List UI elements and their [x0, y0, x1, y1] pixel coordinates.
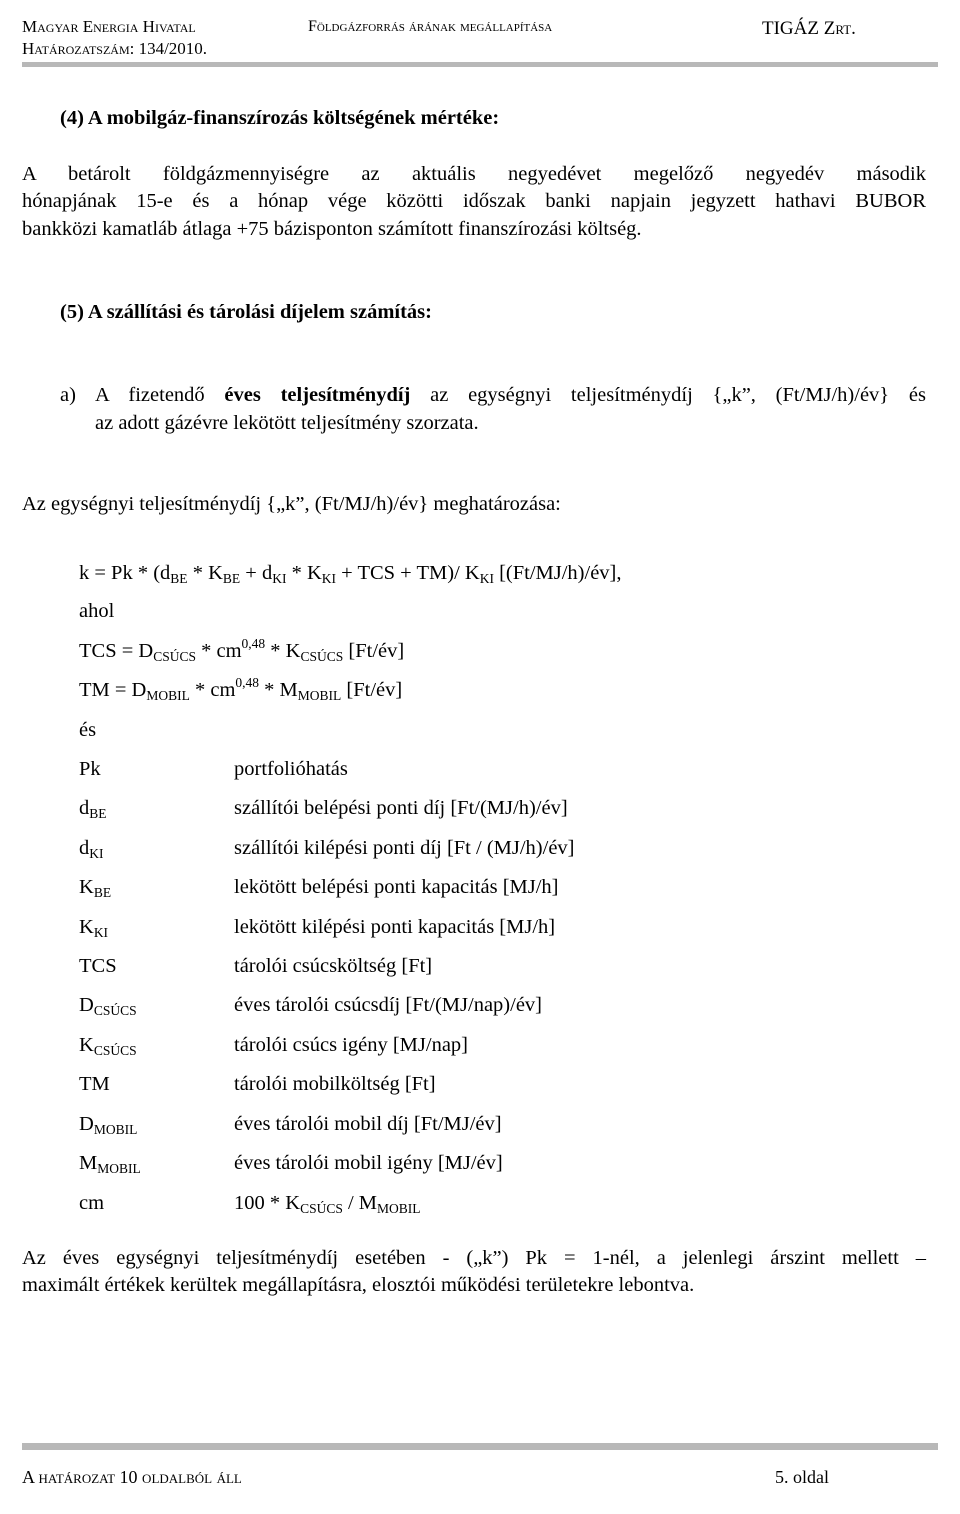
variable-row [79, 1032, 939, 1058]
item-a-text-pre: A fizetendő [95, 384, 225, 406]
variable-symbol: TM [79, 1073, 110, 1095]
variable-row [79, 756, 939, 782]
header-subject: Földgázforrás árának megállapítása [308, 18, 553, 35]
formula-k-part: + TCS + TM)/ K [336, 562, 480, 584]
variable-symbol: TCS [79, 955, 117, 977]
footer-page-count: A határozat 10 oldalból áll [22, 1467, 242, 1487]
variable-row [79, 1150, 939, 1176]
variable-symbol: $d_{KI}$ [79, 837, 104, 861]
definition-intro: Az egységnyi teljesítménydíj {„k”, (Ft/MJ/h)/év} meghatározása: [22, 493, 561, 515]
formula-k-part: * K [187, 562, 223, 584]
variable-description: tárolói mobilköltség [Ft] [234, 1073, 436, 1095]
formula-tcs-part: TCS = D [79, 640, 154, 662]
formula-tm-part: [Ft/év] [341, 679, 403, 701]
formula-tcs [79, 638, 404, 664]
formula-tcs-sub: CSÚCS [153, 649, 196, 664]
variable-description: éves tárolói mobil díj [Ft/MJ/év] [234, 1113, 502, 1135]
item-a-line-2: az adott gázévre lekötött teljesítmény szorzata. [95, 412, 479, 434]
formula-k-sub: BE [170, 571, 188, 586]
formula-tm-sub: MOBIL [146, 688, 190, 703]
variable-symbol: $K_{KI}$ [79, 916, 109, 940]
closing-paragraph-line-2: maximált értékek kerültek megállapításra, elosztói működési területekre lebontva. [22, 1274, 695, 1296]
formula-k-sub: KI [272, 571, 287, 586]
formula-es: és [79, 719, 97, 741]
formula-tcs-part: [Ft/év] [343, 640, 405, 662]
variable-description: portfolióhatás [234, 758, 348, 780]
variable-row [79, 795, 939, 821]
variable-row [79, 914, 939, 940]
variable-symbol: cm [79, 1192, 105, 1214]
formula-k-sub: KI [321, 571, 337, 586]
formula-k-sub: BE [222, 571, 241, 586]
variable-description: $100 * K_{CSÚCS} / M_{MOBIL}$ [234, 1192, 421, 1216]
variable-row [79, 1071, 939, 1097]
variable-symbol: $D_{MOBIL}$ [79, 1113, 138, 1137]
variable-symbol: $D_{CSÚCS}$ [79, 994, 137, 1018]
formula-tm-sub: MOBIL [297, 688, 342, 703]
variable-description: éves tárolói mobil igény [MJ/év] [234, 1152, 503, 1174]
variable-row [79, 953, 939, 979]
formula-k-part: [(Ft/MJ/h)/év], [493, 562, 622, 584]
item-a-bold-term: éves teljesítménydíj [224, 384, 411, 406]
formula-tcs-sub: CSÚCS [300, 649, 344, 664]
formula-k-part: k = Pk * (d [79, 562, 171, 584]
section-4-heading: (4) A mobilgáz-finanszírozás költségének mértéke: [60, 107, 500, 129]
header-authority: Magyar Energia Hivatal [22, 17, 196, 36]
list-marker-a: a) [60, 384, 76, 406]
formula-tcs-part: * cm [196, 640, 242, 662]
formula-tm [79, 677, 402, 703]
variable-symbol: $K_{BE}$ [79, 876, 112, 900]
variable-symbol: $K_{CSÚCS}$ [79, 1034, 137, 1058]
formula-k-sub: KI [479, 571, 494, 586]
variable-description: tárolói csúcsköltség [Ft] [234, 955, 433, 977]
variable-row [79, 874, 939, 900]
variable-description: tárolói csúcs igény [MJ/nap] [234, 1034, 468, 1056]
variable-row [79, 992, 939, 1018]
variable-symbol: Pk [79, 758, 101, 780]
formula-tcs-exponent: 0,48 [241, 636, 266, 651]
section-4-paragraph-line-2: hónapjának 15-e és a hónap vége közötti időszak banki napjain jegyzett hathavi BUBOR [22, 190, 926, 212]
formula-tm-part: * M [259, 679, 298, 701]
header-resolution-number: Határozatszám: 134/2010. [22, 39, 208, 58]
closing-paragraph-line-1: Az éves egységnyi teljesítménydíj esetében - („k”) Pk = 1-nél, a jelenlegi árszint mellett – [22, 1247, 926, 1269]
variable-row-cm [79, 1190, 939, 1216]
formula-k-part: + d [240, 562, 273, 584]
variable-description: lekötött belépési ponti kapacitás [MJ/h] [234, 876, 559, 898]
section-4-paragraph-line-3: bankközi kamatláb átlaga +75 bázisponton számított finanszírozási költség. [22, 218, 642, 240]
formula-tcs-part: * K [265, 640, 301, 662]
variable-description: szállítói belépési ponti díj [Ft/(MJ/h)/év] [234, 797, 568, 819]
variable-symbol: $d_{BE}$ [79, 797, 107, 821]
header-divider [22, 62, 938, 67]
formula-ahol: ahol [79, 600, 115, 622]
footer-page-number: 5. oldal [775, 1467, 829, 1487]
item-a-line-1 [95, 381, 926, 410]
variable-row [79, 835, 939, 861]
formula-k-part: * K [286, 562, 322, 584]
formula-k [79, 560, 622, 586]
formula-tm-part: * cm [189, 679, 236, 701]
item-a-text-post: az egységnyi teljesítménydíj {„k”, (Ft/MJ/h)/év} és [410, 384, 926, 406]
variable-symbol: $M_{MOBIL}$ [79, 1152, 141, 1176]
variable-row [79, 1111, 939, 1137]
section-4-paragraph-line-1: A betárolt földgázmennyiségre az aktuális negyedévet megelőző negyedév második [22, 163, 926, 185]
footer-divider [22, 1443, 938, 1450]
variable-description: lekötött kilépési ponti kapacitás [MJ/h] [234, 916, 556, 938]
variable-description: éves tárolói csúcsdíj [Ft/(MJ/nap)/év] [234, 994, 543, 1016]
formula-tm-exponent: 0,48 [235, 675, 260, 690]
header-company: TIGÁZ Zrt. [762, 18, 856, 39]
section-5-heading: (5) A szállítási és tárolási díjelem számítás: [60, 301, 432, 323]
formula-tm-part: TM = D [79, 679, 147, 701]
variable-description: szállítói kilépési ponti díj [Ft / (MJ/h)/év] [234, 837, 575, 859]
